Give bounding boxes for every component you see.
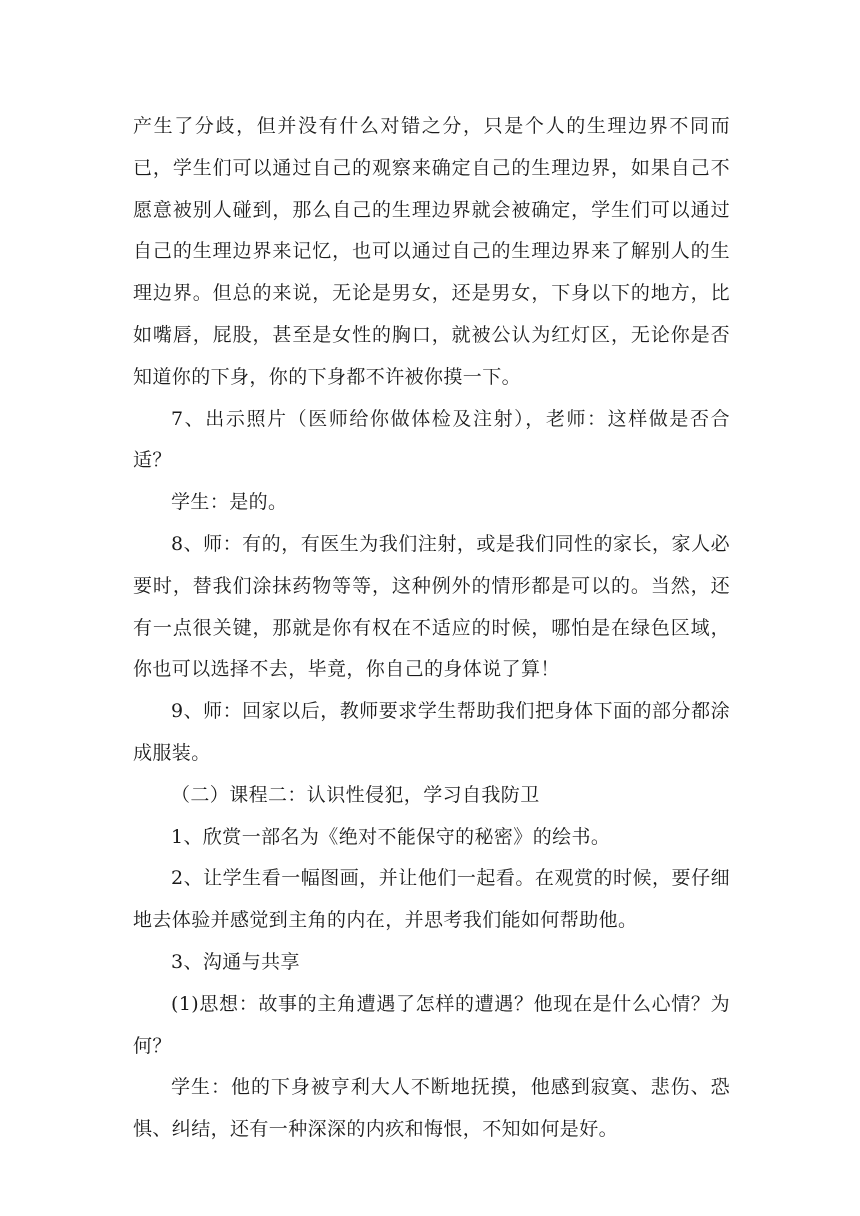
paragraph-step-2: 2、让学生看一幅图画，并让他们一起看。在观赏的时候，要仔细地去体验并感觉到主角的内在，并思考我们能如何帮助他。: [133, 867, 730, 932]
paragraph-student-answer: 学生：是的。: [171, 491, 288, 514]
paragraph-step-1: 1、欣赏一部名为《绝对不能保守的秘密》的绘书。: [171, 825, 611, 848]
section-heading-course-two: （二）课程二：认识性侵犯，学习自我防卫: [171, 783, 540, 806]
paragraph-student-reply: 学生：他的下身被亨利大人不断地抚摸，他感到寂寞、悲伤、恐惧、纠结，还有一种深深的内疚和悔恨，不知如何是好。: [133, 1076, 730, 1141]
paragraph-item-9: 9、师：回家以后，教师要求学生帮助我们把身体下面的部分都涂成服装。: [133, 700, 730, 764]
paragraph-step-3: 3、沟通与共享: [171, 950, 300, 973]
document-body: [133, 106, 730, 1151]
paragraph-question-1: (1)思想：故事的主角遭遇了怎样的遭遇？他现在是什么心情？为何？: [133, 992, 730, 1057]
paragraph-item-7: 7、出示照片（医师给你做体检及注射），老师：这样做是否合适？: [133, 407, 730, 472]
paragraph-item-8: 8、师：有的，有医生为我们注射，或是我们同性的家长，家人必要时，替我们涂抹药物等等，这种例外的情形都是可以的。当然，还有一点很关键，那就是你有权在不适应的时候，哪怕是在绿色区域，你也可以选择不去，毕竟，你自己的身体说了算！: [133, 532, 730, 681]
paragraph-continuation: 产生了分歧，但并没有什么对错之分，只是个人的生理边界不同而已，学生们可以通过自己的观察来确定自己的生理边界，如果自己不愿意被别人碰到，那么自己的生理边界就会被确定，学生们可以通过自己的生理边界来记忆，也可以通过自己的生理边界来了解别人的生理边界。但总的来说，无论是男女，还是男女，下身以下的地方，比如嘴唇，屁股，甚至是女性的胸口，就被公认为红灯区，无论你是否知道你的下身，你的下身都不许被你摸一下。: [133, 115, 730, 388]
